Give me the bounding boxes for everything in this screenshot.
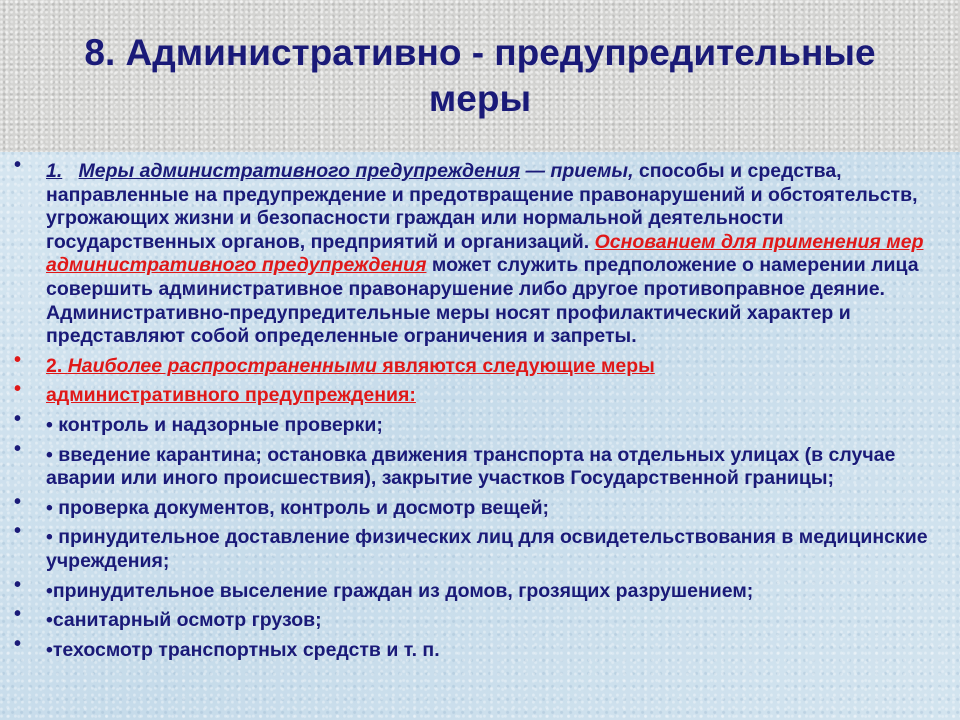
bullet-dot: • — [14, 378, 22, 401]
definition-text-continued: может служить предположение о намерении лица совершить административное правонарушение либо другое противоправное деяние. Административно-предупредительные меры носят профилактический характер и представляют собой определенные ограничения и запреты. — [46, 254, 919, 348]
list-item — [0, 632, 960, 663]
list-item-text: • введение карантина; остановка движения транспорта на отдельных улицах (в случае аварии или иного происшествия), закрытие участков Государственной границы; — [46, 443, 896, 490]
measures-intro-emphasis: Наиболее распространенными — [67, 354, 377, 377]
list-item-definition — [0, 154, 960, 349]
measures-intro-number: 2. — [46, 354, 68, 377]
bullet-dot: • — [14, 632, 22, 655]
bullet-list — [0, 154, 960, 668]
slide-title — [0, 30, 960, 122]
list-item-text: •принудительное выселение граждан из домов, грозящих разрушением; — [46, 579, 754, 602]
list-item — [0, 603, 960, 633]
measures-intro-continued: административного предупреждения: — [46, 384, 416, 407]
measures-intro — [46, 355, 655, 377]
bullet-dot: • — [14, 603, 22, 626]
list-item-text: • принудительное доставление физических лиц для освидетельствования в медицинские учреждения; — [46, 526, 928, 572]
basis-term: Основанием для применения мер административного предупреждения — [46, 230, 924, 277]
definition-text: способы и средства, направленные на предупреждение и предотвращение правонарушений и обстоятельств, угрожающих жизни и безопасности граждан или нормальной деятельности государственных органов, предприятий и организаций. — [46, 160, 918, 253]
definition-dash: — приемы, — [520, 160, 634, 182]
list-item — [0, 437, 960, 491]
list-item-text: •техосмотр транспортных средств и т. п. — [46, 638, 440, 661]
list-item-measures-intro — [0, 348, 960, 379]
list-item — [0, 407, 960, 438]
bullet-dot: • — [14, 520, 22, 543]
bullet-dot: • — [14, 490, 22, 513]
title-line-2: меры — [428, 78, 532, 119]
bullet-dot: • — [14, 154, 22, 176]
list-item-measures-intro-continued — [0, 378, 960, 408]
list-item — [0, 490, 960, 521]
bullet-dot: • — [14, 407, 22, 430]
list-item-text: • проверка документов, контроль и досмотр вещей; — [46, 496, 550, 519]
bullet-dot: • — [14, 437, 22, 460]
definition-number: 1. — [46, 160, 63, 182]
list-item-text: •санитарный осмотр грузов; — [46, 609, 322, 632]
definition-term: Меры административного предупреждения — [78, 160, 521, 182]
title-line-1: 8. Административно - предупредительные — [84, 32, 876, 73]
list-item — [0, 573, 960, 604]
bullet-dot: • — [14, 348, 22, 371]
list-item-text: • контроль и надзорные проверки; — [46, 413, 383, 436]
list-item — [0, 520, 960, 573]
bullet-dot: • — [14, 573, 22, 596]
measures-intro-text: являются следующие меры — [376, 354, 655, 377]
title-banner — [0, 0, 960, 152]
